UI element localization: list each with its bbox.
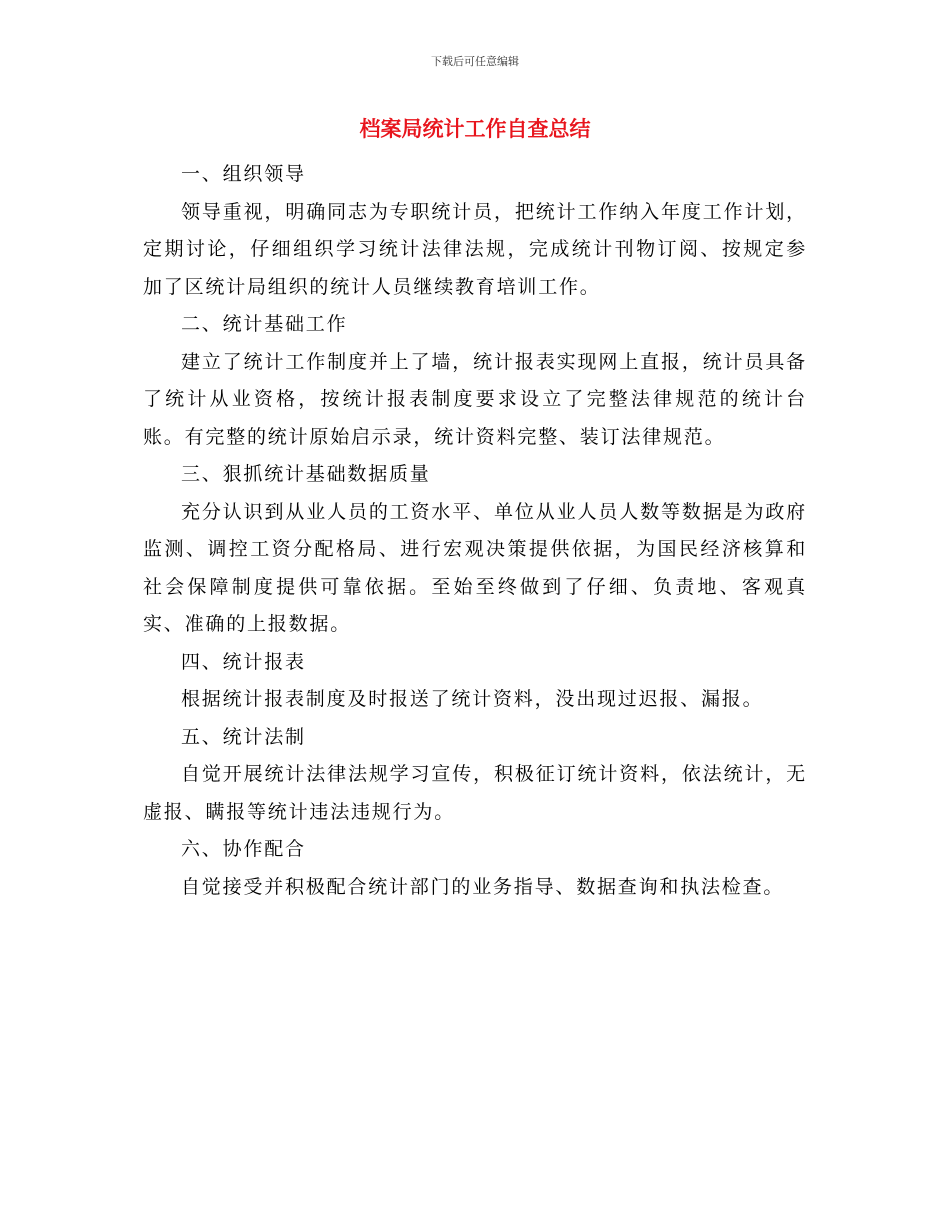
section-paragraph: 自觉开展统计法律法规学习宣传，积极征订统计资料，依法统计，无虚报、瞒报等统计违法违规行为。 xyxy=(143,763,807,823)
section-heading: 四、统计报表 xyxy=(181,650,306,673)
section-paragraph: 充分认识到从业人员的工资水平、单位从业人员人数等数据是为政府监测、调控工资分配格局、进行宏观决策提供依据，为国民经济核算和社会保障制度提供可靠依据。至始至终做到了仔细、负责地、客观真实、准确的上报数据。 xyxy=(143,500,807,635)
section-heading: 五、统计法制 xyxy=(181,725,306,748)
section-paragraph: 自觉接受并积极配合统计部门的业务指导、数据查询和执法检查。 xyxy=(181,875,785,898)
document-title: 档案局统计工作自查总结 xyxy=(359,117,591,141)
section-paragraph: 建立了统计工作制度并上了墙，统计报表实现网上直报，统计员具备了统计从业资格，按统计报表制度要求设立了完整法律规范的统计台账。有完整的统计原始启示录，统计资料完整、装订法律规范。 xyxy=(143,350,807,448)
header-note: 下载后可任意编辑 xyxy=(431,55,519,68)
section-heading: 一、组织领导 xyxy=(181,163,306,185)
section-paragraph: 根据统计报表制度及时报送了统计资料，没出现过迟报、漏报。 xyxy=(181,688,764,710)
section-paragraph: 领导重视，明确同志为专职统计员，把统计工作纳入年度工作计划，定期讨论，仔细组织学习统计法律法规，完成统计刊物订阅、按规定参加了区统计局组织的统计人员继续教育培训工作。 xyxy=(143,200,807,298)
section-heading: 三、狠抓统计基础数据质量 xyxy=(181,463,431,485)
section-heading: 二、统计基础工作 xyxy=(181,313,348,335)
section-heading: 六、协作配合 xyxy=(181,838,306,860)
document-body xyxy=(143,156,807,906)
